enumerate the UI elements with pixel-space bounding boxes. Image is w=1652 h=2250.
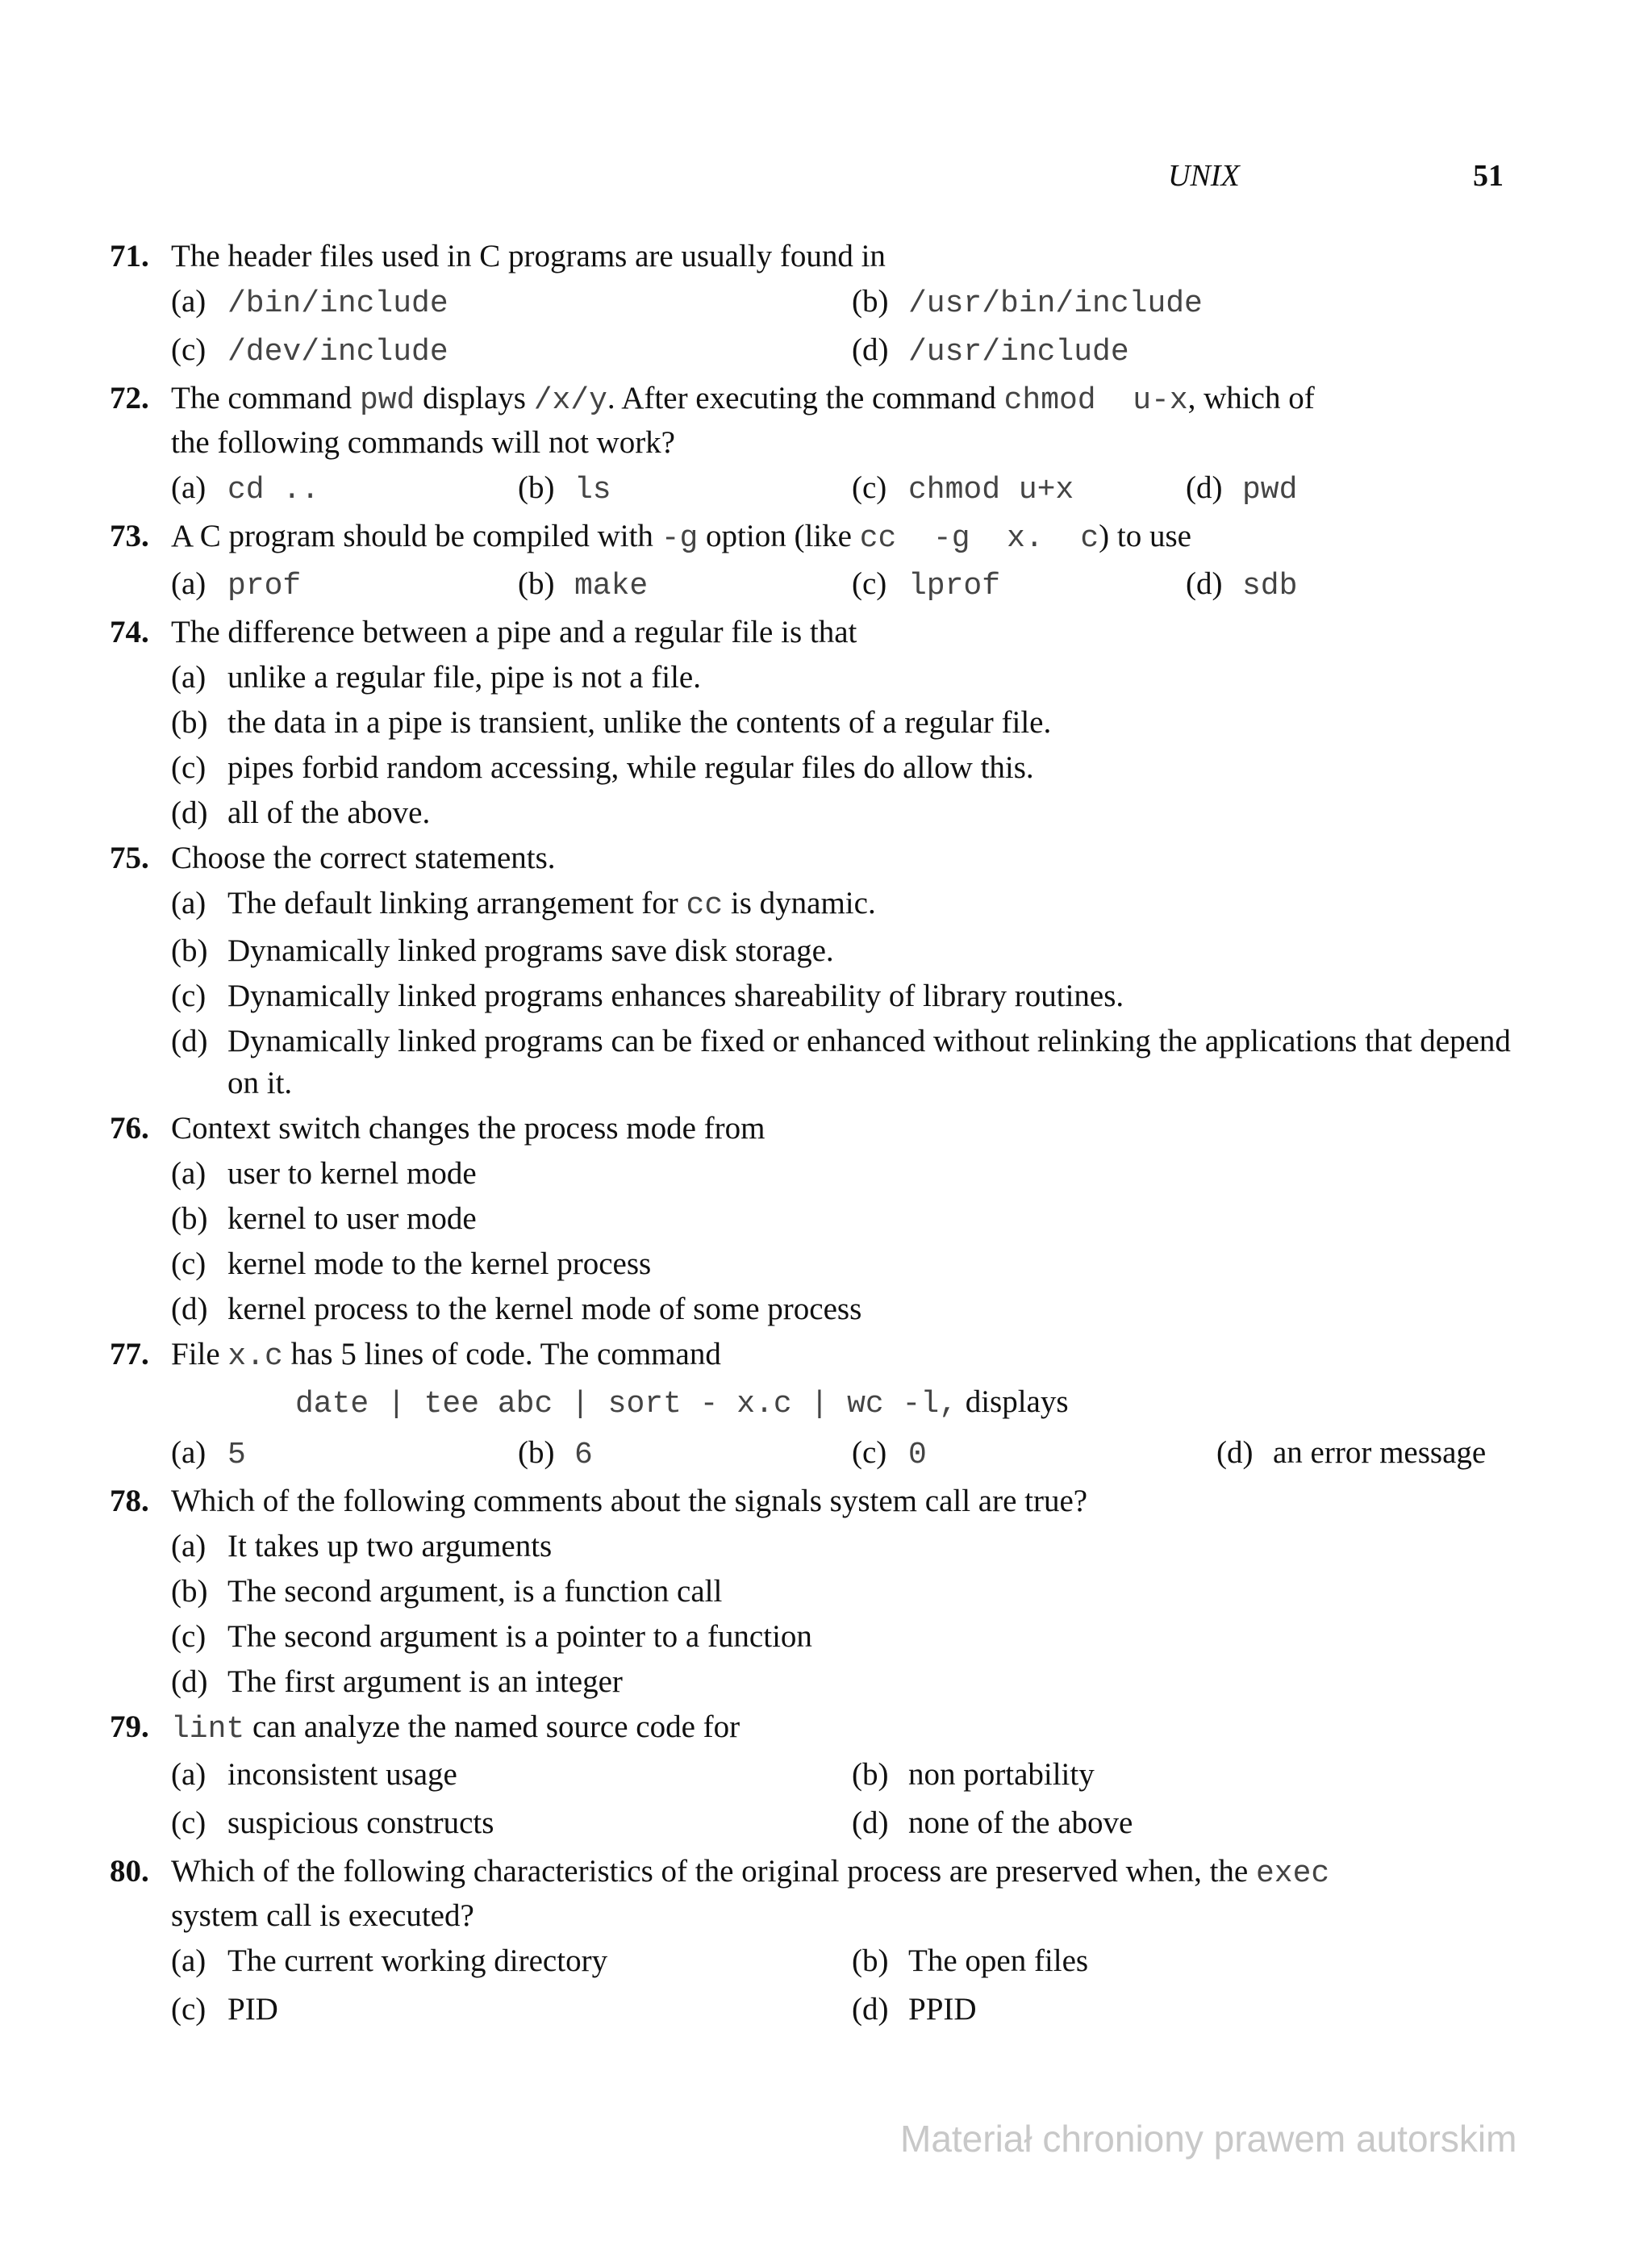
option-c: chmod u+x	[908, 473, 1074, 507]
text-part: The default linking arrangement for	[227, 886, 686, 920]
option-c: /dev/include	[227, 335, 448, 369]
question-80	[110, 1851, 1513, 2034]
text-part: can analyze the named source code for	[244, 1709, 740, 1744]
option-label: (d)	[171, 1664, 208, 1699]
option-b: The open files	[908, 1943, 1089, 1978]
question-list	[110, 236, 1513, 2037]
option-c: suspicious constructs	[227, 1805, 494, 1840]
option-a: prof	[227, 569, 302, 603]
option-b: non portability	[908, 1757, 1095, 1792]
question-number: 76.	[110, 1111, 149, 1146]
option-c: lprof	[908, 569, 1001, 603]
inline-code: exec	[1256, 1856, 1330, 1891]
question-74	[110, 612, 1513, 834]
option-label: (a)	[171, 886, 206, 920]
option-b: kernel to user mode	[227, 1201, 477, 1236]
text-part: system call is executed?	[171, 1898, 474, 1933]
question-text	[171, 1854, 1329, 1933]
text-part: Which of the following characteristics of the original process are preserved when, the	[171, 1854, 1256, 1889]
question-text	[171, 1337, 721, 1374]
option-a: cd ..	[227, 473, 320, 507]
option-label: (a)	[171, 1943, 206, 1978]
text-part: File	[171, 1337, 228, 1371]
option-label: (b)	[171, 933, 208, 968]
text-part: . After executing the command	[607, 381, 1004, 415]
option-label: (c)	[852, 1435, 887, 1470]
option-label: (c)	[171, 1246, 206, 1281]
question-78	[110, 1480, 1513, 1703]
option-d: none of the above	[908, 1805, 1133, 1840]
option-label: (a)	[171, 566, 206, 601]
inline-code: /x/y	[533, 383, 607, 418]
option-label: (a)	[171, 1435, 206, 1470]
command-suffix: displays	[965, 1384, 1069, 1419]
question-text	[171, 519, 1191, 556]
option-c: 0	[908, 1438, 927, 1472]
question-number: 75.	[110, 841, 149, 875]
command-line	[110, 1378, 1513, 1429]
text-part: is dynamic.	[723, 886, 876, 920]
option-label: (b)	[171, 1574, 208, 1609]
option-label: (a)	[171, 284, 206, 319]
option-label: (b)	[518, 470, 555, 505]
inline-code: x.c	[227, 1339, 283, 1374]
option-d: kernel process to the kernel mode of some process	[227, 1292, 862, 1326]
inline-code: cc -g x. c	[859, 521, 1099, 556]
question-number: 72.	[110, 381, 149, 415]
question-number: 74.	[110, 615, 149, 649]
option-a: unlike a regular file, pipe is not a file.	[227, 660, 701, 695]
text-part: , which of	[1187, 381, 1315, 415]
inline-code: chmod u-x	[1003, 383, 1188, 418]
question-number: 79.	[110, 1709, 149, 1744]
text-part: displays	[415, 381, 534, 415]
question-text: The difference between a pipe and a regular file is that	[171, 615, 857, 649]
option-a: inconsistent usage	[227, 1757, 457, 1792]
option-a: It takes up two arguments	[227, 1529, 553, 1563]
option-label: (c)	[171, 1992, 206, 2027]
option-label: (b)	[852, 1757, 889, 1792]
option-label: (b)	[852, 284, 889, 319]
question-text	[171, 1709, 740, 1747]
option-d: pwd	[1242, 473, 1298, 507]
option-b: Dynamically linked programs save disk storage.	[227, 933, 834, 968]
option-b: The second argument, is a function call	[227, 1574, 723, 1609]
option-d: sdb	[1242, 569, 1298, 603]
question-text	[171, 381, 1315, 460]
option-label: (c)	[171, 1805, 206, 1840]
question-number: 78.	[110, 1484, 149, 1518]
option-a	[227, 886, 876, 923]
question-text: Which of the following comments about the signals system call are true?	[171, 1484, 1088, 1518]
option-c: PID	[227, 1992, 278, 2027]
text-part: the following commands will not work?	[171, 425, 675, 460]
option-d: Dynamically linked programs can be fixed or enhanced without relinking the applications that depend on it.	[227, 1024, 1511, 1100]
option-label: (d)	[852, 1992, 889, 2027]
option-label: (b)	[171, 705, 208, 740]
question-number: 80.	[110, 1854, 149, 1889]
inline-code: -g	[661, 521, 699, 556]
option-d: an error message	[1273, 1435, 1487, 1470]
option-label: (a)	[171, 1757, 206, 1792]
option-label: (a)	[171, 1156, 206, 1191]
option-d: The first argument is an integer	[227, 1664, 623, 1699]
option-label: (d)	[852, 1805, 889, 1840]
question-73	[110, 516, 1513, 608]
option-a: The current working directory	[227, 1943, 608, 1978]
option-label: (d)	[1186, 566, 1223, 601]
text-part: option (like	[698, 519, 860, 553]
option-label: (b)	[852, 1943, 889, 1978]
option-label: (b)	[171, 1201, 208, 1236]
text-part: has 5 lines of code. The command	[282, 1337, 721, 1371]
text-part: A C program should be compiled with	[171, 519, 661, 553]
option-c: The second argument is a pointer to a function	[227, 1619, 812, 1654]
option-d: all of the above.	[227, 795, 431, 830]
inline-code: cc	[686, 888, 724, 923]
option-b: /usr/bin/include	[908, 286, 1203, 321]
option-b: 6	[574, 1438, 593, 1472]
option-label: (d)	[852, 332, 889, 367]
option-label: (d)	[171, 1292, 208, 1326]
option-label: (c)	[171, 332, 206, 367]
question-number: 71.	[110, 239, 149, 273]
option-label: (d)	[1216, 1435, 1254, 1470]
option-label: (d)	[171, 795, 208, 830]
text-part: The command	[171, 381, 360, 415]
question-71	[110, 236, 1513, 374]
option-label: (c)	[171, 979, 206, 1013]
option-d: PPID	[908, 1992, 977, 2027]
question-text: The header files used in C programs are usually found in	[171, 239, 886, 273]
option-c: pipes forbid random accessing, while regular files do allow this.	[227, 750, 1034, 785]
option-b: the data in a pipe is transient, unlike the contents of a regular file.	[227, 705, 1052, 740]
question-79	[110, 1706, 1513, 1847]
option-label: (a)	[171, 1529, 206, 1563]
option-a: /bin/include	[227, 286, 448, 321]
question-text: Context switch changes the process mode from	[171, 1111, 766, 1146]
option-label: (a)	[171, 660, 206, 695]
option-label: (a)	[171, 470, 206, 505]
page-header	[0, 158, 1652, 198]
question-72	[110, 378, 1513, 512]
question-77	[110, 1334, 1513, 1477]
option-a: user to kernel mode	[227, 1156, 477, 1191]
option-label: (d)	[1186, 470, 1223, 505]
command-text: date | tee abc | sort - x.c | wc -l,	[295, 1387, 957, 1421]
option-label: (c)	[171, 750, 206, 785]
option-label: (b)	[518, 566, 555, 601]
page-number: 51	[1473, 159, 1504, 193]
question-number: 73.	[110, 519, 149, 553]
running-title: UNIX	[1168, 159, 1240, 193]
option-b: make	[574, 569, 649, 603]
option-label: (c)	[171, 1619, 206, 1654]
inline-code: lint	[171, 1712, 245, 1747]
question-76	[110, 1108, 1513, 1330]
inline-code: pwd	[359, 383, 415, 418]
option-a: 5	[227, 1438, 246, 1472]
option-label: (b)	[518, 1435, 555, 1470]
copyright-watermark: Materiał chroniony prawem autorskim	[900, 2118, 1517, 2160]
question-75	[110, 837, 1513, 1104]
text-part: ) to use	[1099, 519, 1191, 553]
option-b: ls	[574, 473, 611, 507]
question-text: Choose the correct statements.	[171, 841, 556, 875]
option-c: kernel mode to the kernel process	[227, 1246, 652, 1281]
option-label: (c)	[852, 566, 887, 601]
option-label: (d)	[171, 1024, 208, 1058]
option-label: (c)	[852, 470, 887, 505]
option-d: /usr/include	[908, 335, 1129, 369]
option-c: Dynamically linked programs enhances shareability of library routines.	[227, 979, 1124, 1013]
question-number: 77.	[110, 1337, 149, 1371]
